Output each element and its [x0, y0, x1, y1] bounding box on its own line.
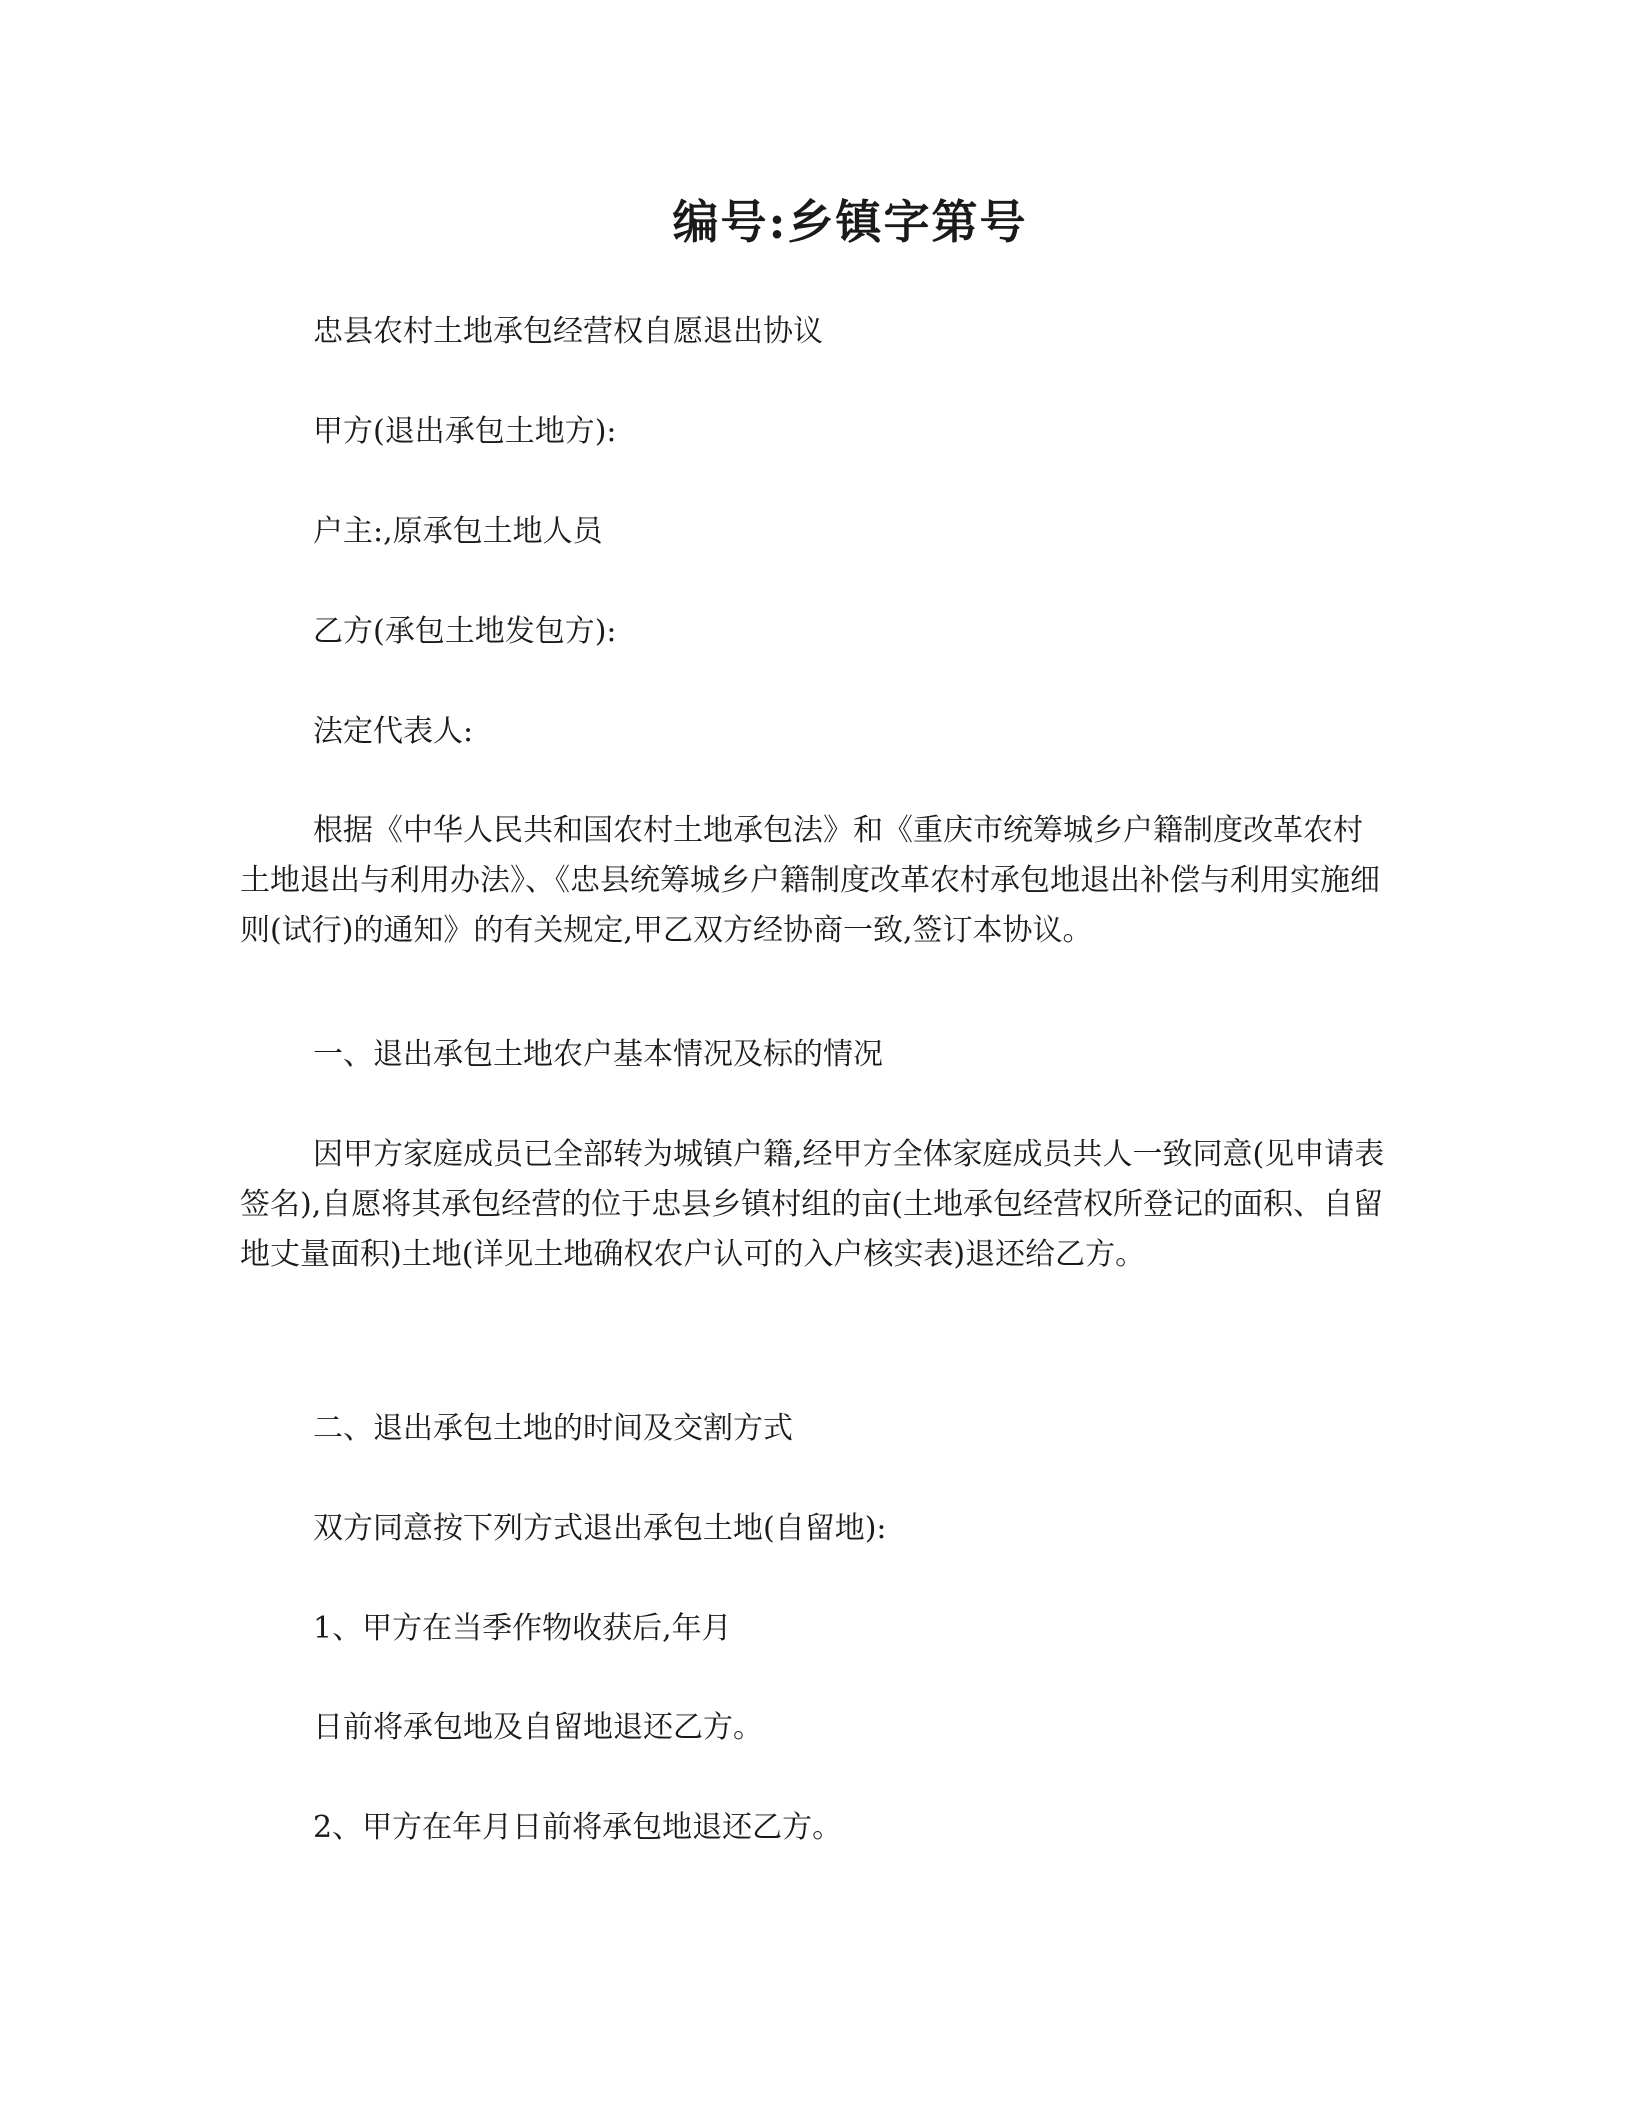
- preamble-paragraph: 根据《中华人民共和国农村土地承包法》和《重庆市统筹城乡户籍制度改革农村土地退出与利用办法》、《忠县统筹城乡户籍制度改革农村承包地退出补偿与利用实施细则(试行)的通知》的有关规定,甲乙双方经协商一致,签订本协议。: [240, 813, 1380, 948]
- item-1-line-1: 1、甲方在当季作物收获后,年月: [313, 1611, 732, 1646]
- legal-representative-label: 法定代表人:: [313, 714, 474, 749]
- householder-line: 户主:,原承包土地人员: [313, 514, 603, 549]
- agreement-title: 忠县农村土地承包经营权自愿退出协议: [313, 314, 823, 349]
- section-2-heading: 二、退出承包土地的时间及交割方式: [313, 1411, 793, 1446]
- section-2-intro: 双方同意按下列方式退出承包土地(自留地):: [313, 1511, 887, 1546]
- document-number-heading: 编号:乡镇字第号: [672, 195, 1028, 249]
- item-2: 2、甲方在年月日前将承包地退还乙方。: [313, 1810, 843, 1845]
- item-1-line-2: 日前将承包地及自留地退还乙方。: [313, 1710, 763, 1745]
- section-1-heading: 一、退出承包土地农户基本情况及标的情况: [313, 1037, 883, 1072]
- section-1-body: 因甲方家庭成员已全部转为城镇户籍,经甲方全体家庭成员共人一致同意(见申请表签名),自愿将其承包经营的位于忠县乡镇村组的亩(土地承包经营权所登记的面积、自留地丈量面积)土地(详见土地确权农户认可的入户核实表)退还给乙方。: [240, 1137, 1385, 1272]
- party-b-label: 乙方(承包土地发包方):: [313, 614, 617, 649]
- party-a-label: 甲方(退出承包土地方):: [313, 414, 617, 449]
